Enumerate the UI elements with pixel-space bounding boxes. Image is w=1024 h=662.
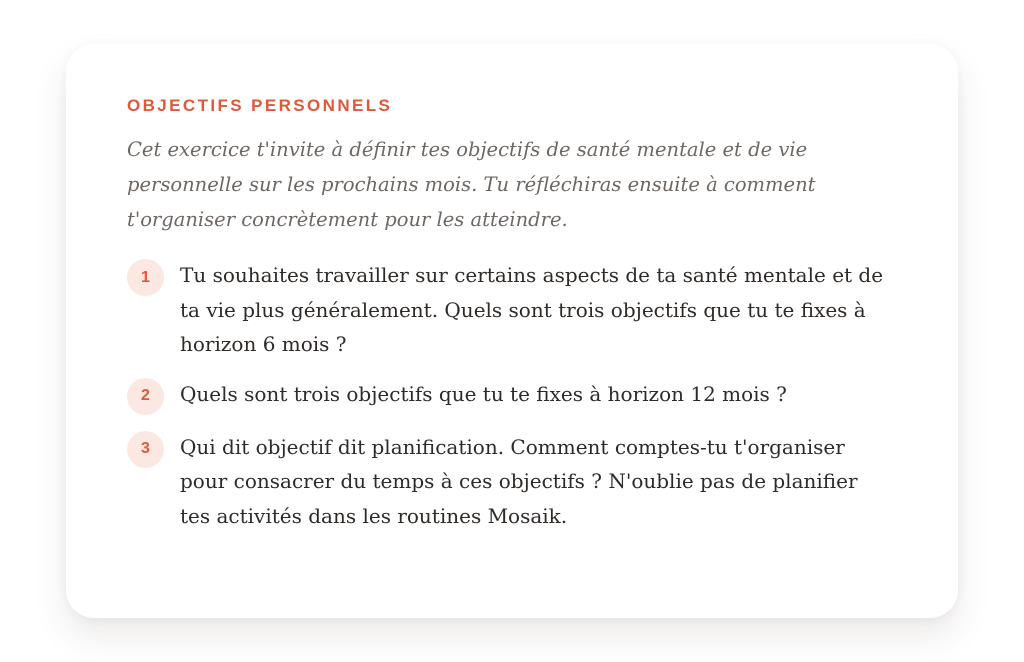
question-text: Quels sont trois objectifs que tu te fixes à horizon 12 mois ? <box>180 381 787 406</box>
question-text: Qui dit objectif dit planification. Comment comptes-tu t'organiser pour consacrer du temps à ces objectifs ? N'oublie pas de planifier tes activités dans les routines Mosaik. <box>180 434 858 528</box>
question-item <box>127 263 900 362</box>
question-list <box>127 263 900 533</box>
question-item <box>127 382 900 415</box>
question-text: Tu souhaites travailler sur certains aspects de ta santé mentale et de ta vie plus généralement. Quels sont trois objectifs que tu te fixes à horizon 6 mois ? <box>180 263 884 356</box>
question-number-badge: 1 <box>127 259 164 296</box>
question-number-badge: 2 <box>127 378 164 415</box>
exercise-card <box>66 44 958 618</box>
question-item <box>127 435 900 534</box>
card-intro-text: Cet exercice t'invite à définir tes objectifs de santé mentale et de vie personnelle sur les prochains mois. Tu réfléchiras ensuite à comment t'organiser concrètement pour les atteindre. <box>127 138 816 231</box>
card-eyebrow-title: OBJECTIFS PERSONNELS <box>127 96 393 115</box>
question-number-badge: 3 <box>127 431 164 468</box>
